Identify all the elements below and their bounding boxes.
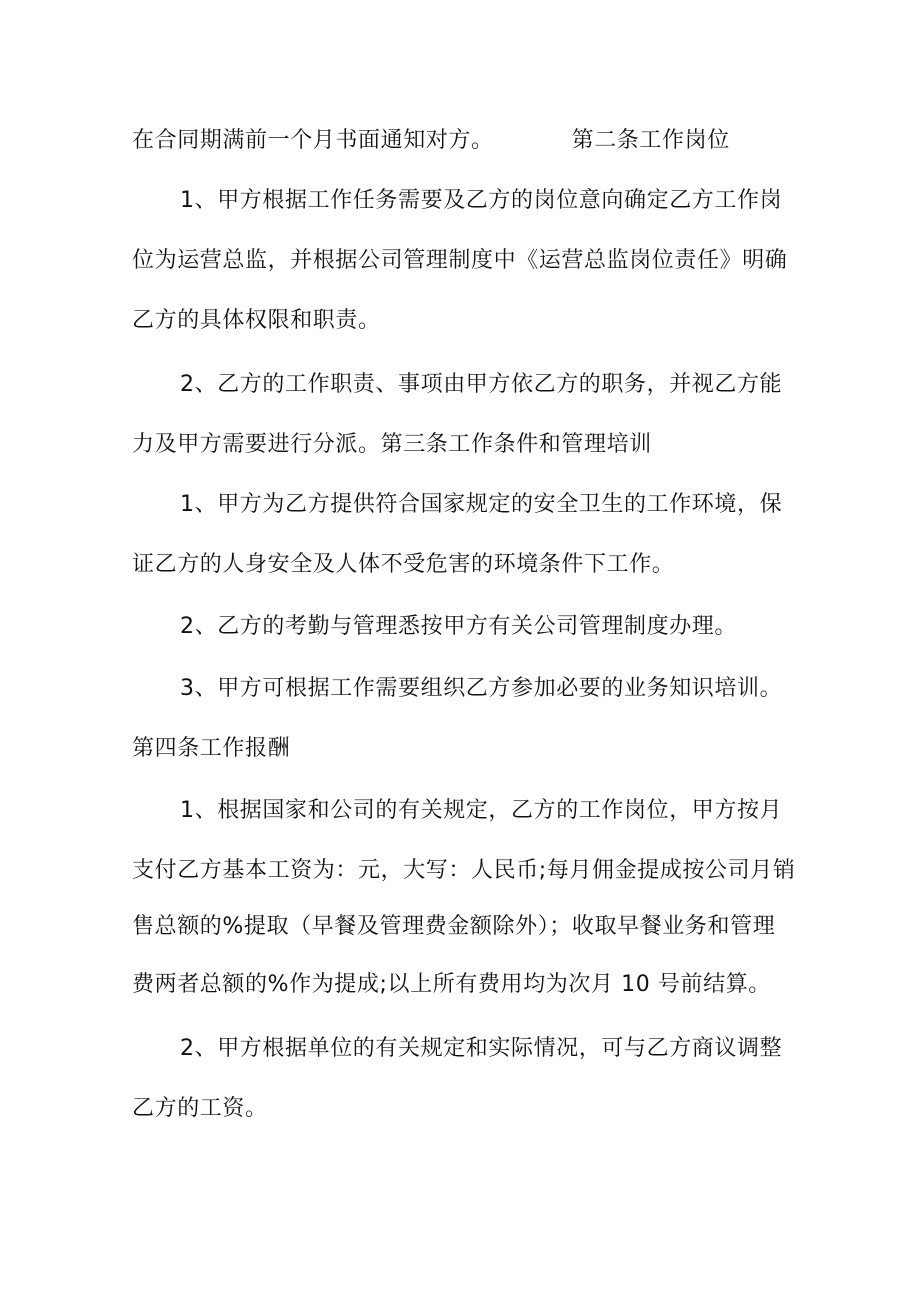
text-line: 乙方的具体权限和职责。 <box>132 308 381 333</box>
text-line: 1、甲方为乙方提供符合国家规定的安全卫生的工作环境，保 <box>180 492 783 517</box>
text-line: 2、甲方根据单位的有关规定和实际情况，可与乙方商议调整 <box>180 1036 783 1061</box>
text-line: 力及甲方需要进行分派。第三条工作条件和管理培训 <box>132 432 652 457</box>
text-segment: 在合同期满前一个月书面通知对方。 <box>132 128 494 153</box>
text-line: 乙方的工资。 <box>132 1096 268 1121</box>
text-line: 2、乙方的考勤与管理悉按甲方有关公司管理制度办理。 <box>180 614 737 639</box>
text-line: 3、甲方可根据工作需要组织乙方参加必要的业务知识培训。 <box>180 676 783 701</box>
text-line: 售总额的%提取（早餐及管理费金额除外）；收取早餐业务和管理 <box>132 914 776 939</box>
text-line: 支付乙方基本工资为：元，大写：人民币;每月佣金提成按公司月销 <box>132 858 796 883</box>
text-line: 2、乙方的工作职责、事项由甲方依乙方的职务，并视乙方能 <box>180 372 783 397</box>
text-line: 1、甲方根据工作任务需要及乙方的岗位意向确定乙方工作岗 <box>180 188 783 213</box>
text-line: 1、根据国家和公司的有关规定，乙方的工作岗位，甲方按月 <box>180 798 783 823</box>
text-line: 证乙方的人身安全及人体不受危害的环境条件下工作。 <box>132 552 675 577</box>
text-line <box>0 126 920 156</box>
text-line: 费两者总额的%作为提成;以上所有费用均为次月 10 号前结算。 <box>132 972 771 997</box>
text-line: 位为运营总监，并根据公司管理制度中《运营总监岗位责任》明确 <box>132 248 788 273</box>
section-heading: 第二条工作岗位 <box>571 128 730 153</box>
section-heading: 第四条工作报酬 <box>132 736 291 761</box>
